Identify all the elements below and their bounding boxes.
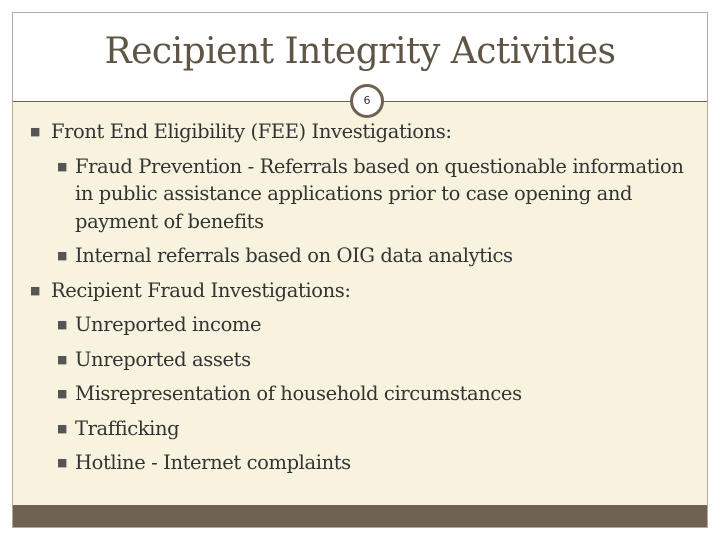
list-item [13,277,707,305]
square-bullet-icon: ■ [57,421,67,435]
square-bullet-icon: ■ [57,318,67,331]
square-bullet-icon: ■ [57,352,67,366]
square-bullet-icon: ■ [57,159,67,173]
bullet-text: Trafficking [75,416,180,440]
square-bullet-icon: ■ [57,249,67,262]
bullet-text: Misrepresentation of household circumstances [75,382,522,405]
bullet-list [13,118,707,484]
bullet-text: Hotline - Internet complaints [75,451,351,474]
square-bullet-icon: ■ [57,456,67,469]
list-item [13,415,707,443]
bullet-text: Unreported income [75,313,262,336]
slide [12,12,708,528]
bullet-text: Recipient Fraud Investigations: [51,278,351,302]
bullet-text: Internal referrals based on OIG data analytics [75,244,513,267]
page-number-badge: 6 [350,84,384,118]
list-item [13,449,707,477]
square-bullet-icon: ■ [30,125,40,138]
bullet-text: Fraud Prevention - Referrals based on questionable information in public assistance applications prior to case opening and payment of benefits [75,154,684,233]
list-item [13,242,707,270]
bullet-text: Front End Eligibility (FEE) Investigations: [51,120,452,143]
list-item [13,153,707,236]
list-item [13,380,707,408]
slide-title: Recipient Integrity Activities [104,31,616,72]
square-bullet-icon: ■ [57,387,67,400]
bullet-text: Unreported assets [75,347,251,371]
square-bullet-icon: ■ [30,283,40,297]
list-item [13,118,707,146]
footer-bar [13,505,707,527]
list-item [13,346,707,374]
list-item [13,311,707,339]
